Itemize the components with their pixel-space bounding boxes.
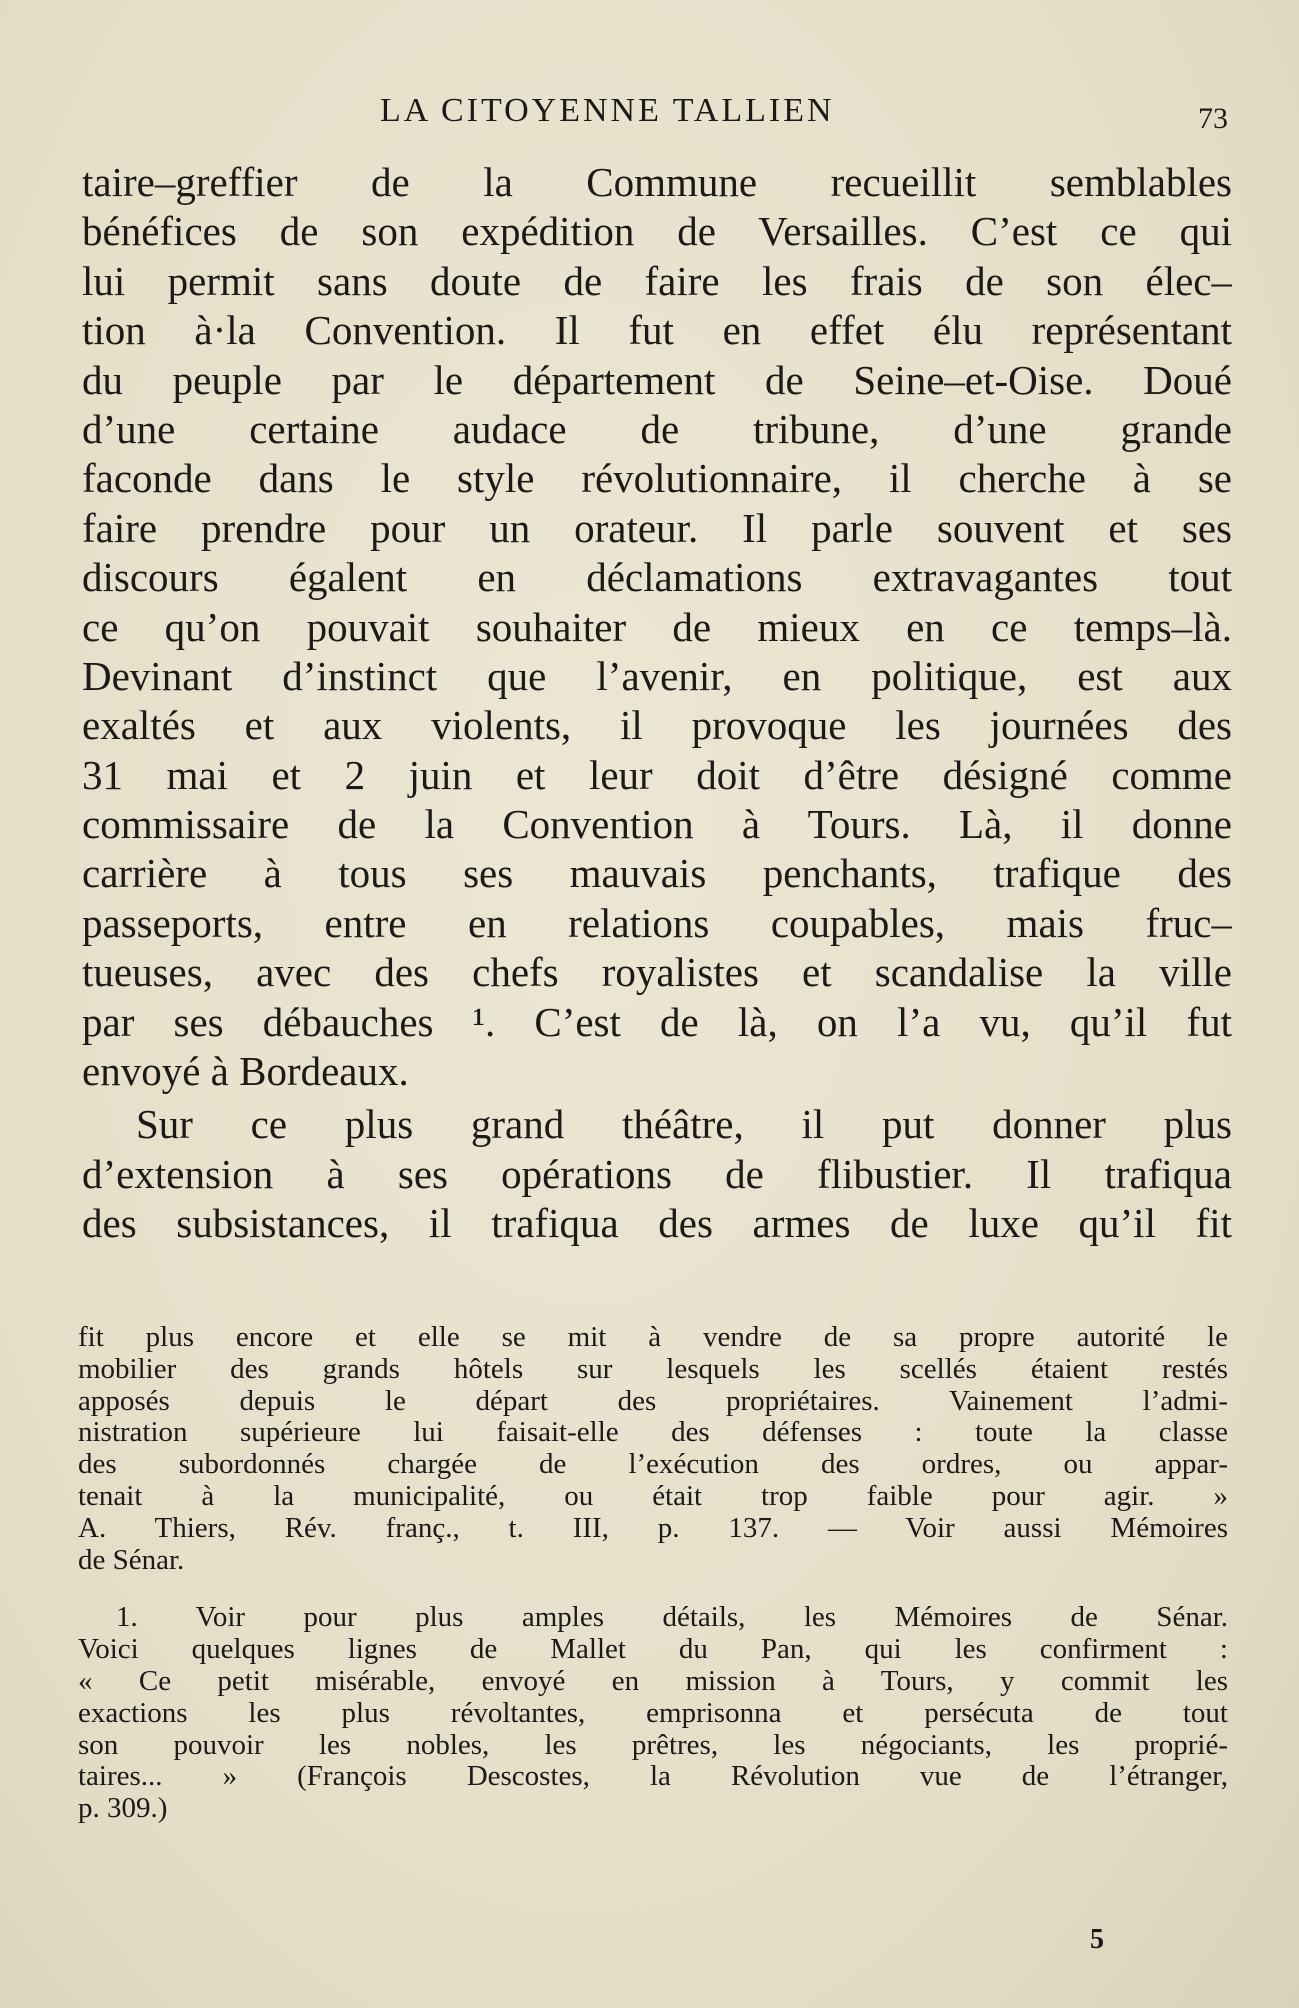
footnote-line: des subordonnés chargée de l’exécution des ordres, ou appar- bbox=[78, 1449, 1228, 1481]
body-line: faconde dans le style révolutionnaire, il cherche à se bbox=[82, 455, 1232, 502]
body-line: d’extension à ses opérations de flibustier. Il trafiqua bbox=[82, 1150, 1232, 1197]
body-line: tion à·la Convention. Il fut en effet élu représentant bbox=[82, 307, 1232, 354]
footnote-line: fit plus encore et elle se mit à vendre de sa propre autorité le bbox=[78, 1322, 1228, 1353]
body-line: ce qu’on pouvait souhaiter de mieux en ce temps–là. bbox=[82, 603, 1232, 650]
footnote-gap bbox=[78, 1576, 1228, 1602]
footnote-line: mobilier des grands hôtels sur lesquels les scellés étaient restés bbox=[78, 1353, 1228, 1385]
footnote-line: Voici quelques lignes de Mallet du Pan, qui les confirment : bbox=[78, 1634, 1228, 1666]
page-number: 73 bbox=[1198, 102, 1228, 135]
body-line: discours égalent en déclamations extravagantes tout bbox=[82, 554, 1232, 601]
body-line: passeports, entre en relations coupables, mais fruc– bbox=[82, 899, 1232, 946]
footnote-line: exactions les plus révoltantes, emprisonna et persécuta de tout bbox=[78, 1697, 1228, 1729]
footnote-line: 1. Voir pour plus amples détails, les Mémoires de Sénar. bbox=[116, 1602, 1228, 1634]
running-title: LA CITOYENNE TALLIEN bbox=[380, 92, 835, 129]
footnote-line: « Ce petit misérable, envoyé en mission à Tours, y commit les bbox=[78, 1665, 1228, 1697]
footnote-line: p. 309.) bbox=[78, 1793, 168, 1825]
footnote-line: de Sénar. bbox=[78, 1544, 185, 1576]
body-line: taire–greffier de la Commune recueillit semblables bbox=[82, 159, 1232, 205]
body-line: exaltés et aux violents, il provoque les journées des bbox=[82, 702, 1232, 749]
main-text bbox=[82, 158, 1232, 1249]
body-line: 31 mai et 2 juin et leur doit d’être désigné comme bbox=[82, 751, 1232, 798]
body-line: des subsistances, il trafiqua des armes de luxe qu’il fit bbox=[82, 1200, 1232, 1247]
footnote-line: nistration supérieure lui faisait-elle des défenses : toute la classe bbox=[78, 1417, 1228, 1449]
footnote-line: apposés depuis le départ des propriétaires. Vainement l’admi- bbox=[78, 1385, 1228, 1417]
body-line: lui permit sans doute de faire les frais de son élec– bbox=[82, 257, 1232, 304]
footnote-line: A. Thiers, Rév. franç., t. III, p. 137. — Voir aussi Mémoires bbox=[78, 1512, 1228, 1544]
body-line: carrière à tous ses mauvais penchants, trafique des bbox=[82, 850, 1232, 897]
body-line: du peuple par le département de Seine–et-Oise. Doué bbox=[82, 356, 1232, 403]
body-line: Sur ce plus grand théâtre, il put donner plus bbox=[136, 1101, 1232, 1148]
signature-mark: 5 bbox=[1090, 1924, 1104, 1955]
body-line: bénéfices de son expédition de Versailles. C’est ce qui bbox=[82, 208, 1232, 255]
footnote-line: tenait à la municipalité, ou était trop faible pour agir. » bbox=[78, 1480, 1228, 1512]
body-line: par ses débauches ¹. C’est de là, on l’a vu, qu’il fut bbox=[82, 998, 1232, 1045]
body-line: commissaire de la Convention à Tours. Là, il donne bbox=[82, 801, 1232, 848]
body-line: Devinant d’instinct que l’avenir, en politique, est aux bbox=[82, 652, 1232, 699]
running-head bbox=[0, 92, 1299, 135]
footnotes bbox=[78, 1322, 1228, 1825]
body-line: d’une certaine audace de tribune, d’une grande bbox=[82, 405, 1232, 452]
body-line: tueuses, avec des chefs royalistes et scandalise la ville bbox=[82, 949, 1232, 996]
footnote-line: son pouvoir les nobles, les prêtres, les négociants, les proprié- bbox=[78, 1729, 1228, 1761]
body-line: envoyé à Bordeaux. bbox=[82, 1048, 409, 1095]
body-line: faire prendre pour un orateur. Il parle souvent et ses bbox=[82, 504, 1232, 551]
footnote-line: taires... » (François Descostes, la Révolution vue de l’étranger, bbox=[78, 1761, 1228, 1793]
